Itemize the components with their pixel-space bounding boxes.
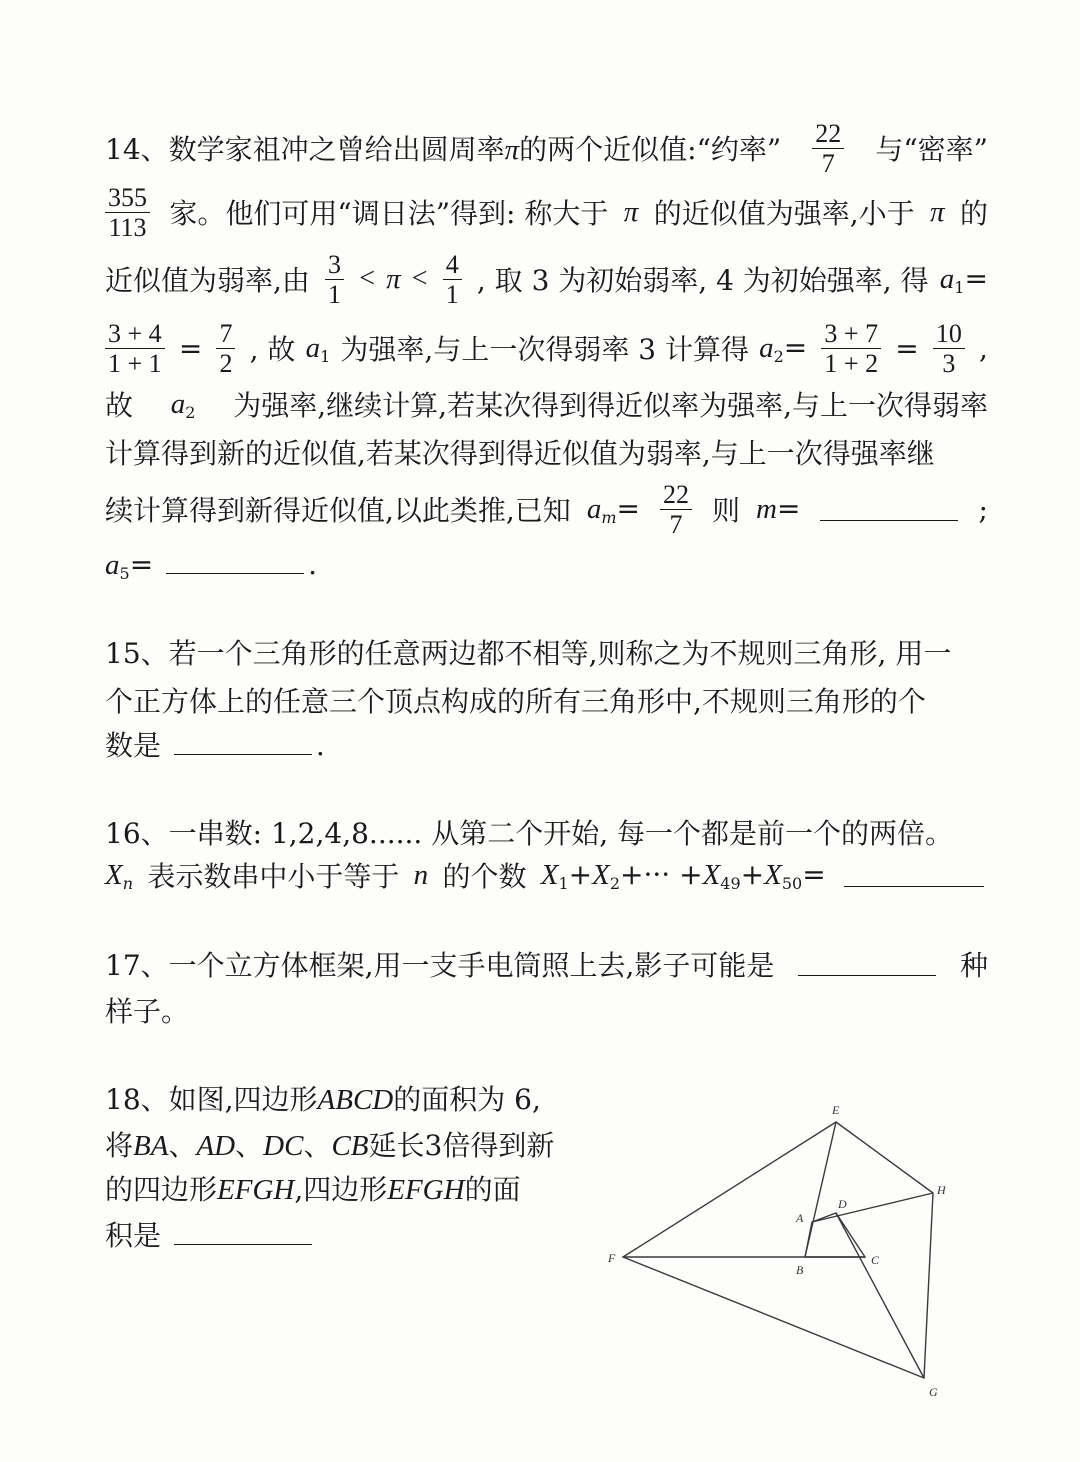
xn-symbol: $X_n$ — [105, 858, 134, 893]
q14-line-5 — [105, 384, 988, 424]
fraction-10-3: $\frac{10}{3}$ — [933, 319, 965, 378]
answer-blank-q15[interactable] — [174, 732, 312, 755]
fraction-3-1: $\frac{3}{1}$ — [325, 250, 344, 309]
answer-blank-m[interactable] — [820, 498, 958, 521]
answer-blank-q16[interactable] — [844, 864, 984, 887]
q14-text: 为强率,继续计算,若某次得到得近似率为强率,与上一次得弱率 — [233, 389, 988, 422]
label-F: F — [608, 1251, 616, 1265]
label-A: A — [796, 1211, 804, 1225]
quadrilateral-efgh — [623, 1122, 933, 1378]
segment-d-g — [836, 1213, 924, 1378]
label-E: E — [832, 1103, 840, 1117]
a5-symbol: $a_5=$ — [105, 548, 154, 583]
fraction-7-2: $\frac{7}{2}$ — [216, 319, 235, 378]
q18-line-3: 的四边形EFGH,四边形EFGH的面 — [105, 1173, 521, 1206]
q14-text: 与“密率” — [875, 133, 988, 166]
q14-text: 的近似值为强率,小于 — [653, 197, 915, 230]
label-H: H — [937, 1183, 946, 1197]
a2-symbol: $a_2$ — [170, 387, 196, 422]
q14-text: 的 — [959, 197, 988, 230]
fraction-22-7: $\frac{22}{7}$ — [660, 480, 692, 539]
q18-line-4: 积是 — [105, 1214, 316, 1254]
a1-symbol: $a_1=$ — [939, 261, 988, 297]
q14-text: 近似值为弱率,由 — [105, 264, 310, 297]
am-symbol: $a_m=$ — [586, 491, 640, 527]
pi-symbol: π — [623, 195, 639, 228]
q14-text: 故 — [105, 389, 134, 422]
q14-text: , 取 3 为初始弱率, 4 为初始强率, 得 — [476, 264, 929, 297]
label-D: D — [838, 1197, 847, 1211]
semicolon: ; — [978, 492, 988, 526]
q15-line-1: 15、若一个三角形的任意两边都不相等,则称之为不规则三角形, 用一 — [105, 637, 952, 670]
equals: = — [178, 331, 203, 365]
m-equals: m= — [756, 492, 801, 525]
segment-e-b — [805, 1122, 836, 1257]
less-than: < — [411, 263, 428, 294]
answer-blank-q18[interactable] — [174, 1222, 312, 1245]
q14-text: 为强率,与上一次得弱率 3 计算得 — [340, 333, 749, 366]
figure-lines — [623, 1122, 933, 1378]
pi-symbol: π — [930, 195, 945, 228]
q15-line-3: 数是 . — [105, 729, 325, 762]
q14-text: , 故 — [249, 333, 296, 366]
comma: , — [979, 331, 988, 365]
q14-line-4 — [105, 316, 988, 380]
q14-text: 家。他们可用“调日法”得到: 称大于 — [169, 197, 609, 230]
equals: = — [895, 331, 919, 365]
q18-line-1: 18、如图,四边形ABCD的面积为 6, — [105, 1083, 541, 1116]
q14-line-8: $a_5=$ . — [105, 548, 317, 583]
q14-text: 计算得到新的近似值,若某次得到得近似值为弱率,与上一次得强率继 — [105, 437, 935, 470]
fraction-3p7-1p2: $\frac{3 + 7}{1 + 2}$ — [821, 319, 881, 378]
q14-line-2 — [105, 182, 988, 242]
q14-line-7 — [105, 478, 988, 540]
quadrilateral-abcd — [805, 1213, 865, 1257]
q16-line-1: 16、一串数: 1,2,4,8...... 从第二个开始, 每一个都是前一个的两倍。 — [105, 817, 954, 850]
answer-blank-a5[interactable] — [166, 551, 304, 574]
label-C: C — [871, 1253, 880, 1267]
segment-a-h — [812, 1193, 933, 1222]
sum-expression: $X_1+X_2+\cdot\cdot\cdot +X_{49}+X_{50}=$ — [540, 857, 826, 893]
pi-symbol: π — [386, 262, 401, 295]
label-B: B — [796, 1263, 804, 1277]
q14-line-1 — [105, 118, 988, 178]
less-than: < — [359, 263, 375, 294]
fraction-22-7: $\frac{22}{7}$ — [812, 119, 844, 178]
label-G: G — [929, 1385, 938, 1399]
q14-text: 则 — [712, 494, 741, 527]
fraction-355-113: $\frac{355}{113}$ — [105, 183, 150, 242]
fraction-4-1: $\frac{4}{1}$ — [443, 250, 462, 309]
n-variable: n — [413, 858, 429, 891]
q16-line-2: $X_n$ 表示数串中小于等于 n 的个数 $X_1+X_2+\cdot\cdot\cdot +X_{49}+X_{50}=$ — [105, 854, 988, 896]
q18-line-2: 将BA、AD、DC、CB延长3倍得到新 — [105, 1129, 555, 1162]
q14-line-6 — [105, 432, 988, 472]
answer-blank-q17[interactable] — [798, 953, 936, 976]
q15-line-2: 个正方体上的任意三个顶点构成的所有三角形中,不规则三角形的个 — [105, 685, 926, 718]
q14-text: 14、数学家祖冲之曾给出圆周率π的两个近似值:“约率” — [105, 133, 782, 166]
a1-symbol: $a_1$ — [305, 331, 331, 366]
q17-line-2: 样子。 — [105, 995, 190, 1028]
q17-line-1: 17、一个立方体框架,用一支手电筒照上去,影子可能是 种 — [105, 949, 988, 982]
fraction-3p4-1p1: $\frac{3 + 4}{1 + 1}$ — [105, 319, 165, 378]
q14-line-3 — [105, 248, 988, 310]
q14-text: 续计算得到新得近似值,以此类推,已知 — [105, 494, 571, 527]
a2-symbol: $a_2=$ — [759, 330, 808, 366]
